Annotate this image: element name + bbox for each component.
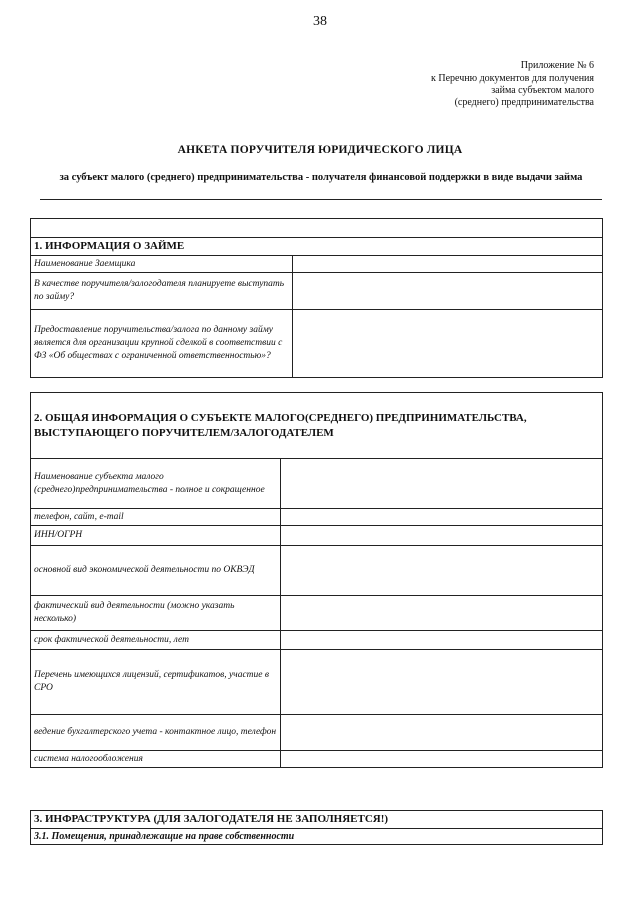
section-1-heading-row — [31, 238, 603, 256]
field-label-guarantor-role: В качестве поручителя/залогодателя планируете выступать по займу? — [31, 273, 293, 310]
section-2-table — [30, 392, 603, 768]
appendix-line-3: займа субъектом малого — [491, 85, 594, 96]
section-2-heading: 2. ОБЩАЯ ИНФОРМАЦИЯ О СУБЪЕКТЕ МАЛОГО(СРЕДНЕГО) ПРЕДПРИНИМАТЕЛЬСТВА, ВЫСТУПАЮЩЕГО ПОРУЧИТЕЛЕМ/ЗАЛОГОДАТЕЛЕМ — [31, 393, 603, 459]
field-label-accounting: ведение бухгалтерского учета - контактное лицо, телефон — [31, 715, 281, 751]
section-1-table — [30, 218, 603, 378]
section-3-table — [30, 810, 603, 845]
field-label-licenses: Перечень имеющихся лицензий, сертификатов, участие в СРО — [31, 650, 281, 715]
section-1-top-blank-row — [31, 219, 603, 238]
field-label-tax-system: система налогообложения — [31, 751, 281, 768]
table-row — [31, 310, 603, 378]
field-input-accounting[interactable] — [281, 715, 603, 751]
field-input-licenses[interactable] — [281, 650, 603, 715]
field-label-inn-ogrn: ИНН/ОГРН — [31, 526, 281, 546]
field-label-major-transaction: Предоставление поручительства/залога по данному займу является для организации крупной сделкой в соответствии с ФЗ «Об обществах с ограниченной ответственностью»? — [31, 310, 293, 378]
section-3-heading-row — [31, 811, 603, 829]
table-row — [31, 751, 603, 768]
page-number: 38 — [313, 14, 327, 29]
blank-cell — [31, 219, 603, 238]
form-subtitle: за субъект малого (среднего) предпринимательства - получателя финансовой поддержки в виде выдачи займа — [59, 172, 583, 183]
field-input-actual-activity[interactable] — [281, 596, 603, 631]
appendix-line-2: к Перечню документов для получения — [431, 73, 594, 84]
table-row — [31, 256, 603, 273]
table-row — [31, 650, 603, 715]
appendix-line-4: (среднего) предпринимательства — [454, 97, 594, 108]
appendix-line-1: Приложение № 6 — [520, 60, 594, 71]
field-input-contacts[interactable] — [281, 509, 603, 526]
table-row — [31, 596, 603, 631]
field-label-entity-name: Наименование субъекта малого (среднего)предпринимательства - полное и сокращенное — [31, 459, 281, 509]
table-row — [31, 546, 603, 596]
field-input-inn-ogrn[interactable] — [281, 526, 603, 546]
table-row — [31, 631, 603, 650]
section-3-subheading-row — [31, 829, 603, 845]
field-input-okved[interactable] — [281, 546, 603, 596]
section-3-heading: 3. ИНФРАСТРУКТУРА (ДЛЯ ЗАЛОГОДАТЕЛЯ НЕ ЗАПОЛНЯЕТСЯ!) — [31, 811, 603, 829]
table-row — [31, 509, 603, 526]
field-label-borrower-name: Наименование Заемщика — [31, 256, 293, 273]
section-1-heading: 1. ИНФОРМАЦИЯ О ЗАЙМЕ — [31, 238, 603, 256]
section-3-subheading: 3.1. Помещения, принадлежащие на праве собственности — [31, 829, 603, 845]
table-row — [31, 526, 603, 546]
field-input-tax-system[interactable] — [281, 751, 603, 768]
form-title: АНКЕТА ПОРУЧИТЕЛЯ ЮРИДИЧЕСКОГО ЛИЦА — [177, 144, 463, 156]
field-input-guarantor-role[interactable] — [293, 273, 603, 310]
field-label-okved: основной вид экономической деятельности по ОКВЭД — [31, 546, 281, 596]
field-label-activity-years: срок фактической деятельности, лет — [31, 631, 281, 650]
table-row — [31, 273, 603, 310]
field-label-actual-activity: фактический вид деятельности (можно указать несколько) — [31, 596, 281, 631]
table-row — [31, 715, 603, 751]
field-input-activity-years[interactable] — [281, 631, 603, 650]
field-input-borrower-name[interactable] — [293, 256, 603, 273]
section-2-heading-row — [31, 393, 603, 459]
field-label-contacts: телефон, сайт, e-mail — [31, 509, 281, 526]
table-row — [31, 459, 603, 509]
field-input-entity-name[interactable] — [281, 459, 603, 509]
field-input-major-transaction[interactable] — [293, 310, 603, 378]
subtitle-underline — [40, 199, 602, 200]
